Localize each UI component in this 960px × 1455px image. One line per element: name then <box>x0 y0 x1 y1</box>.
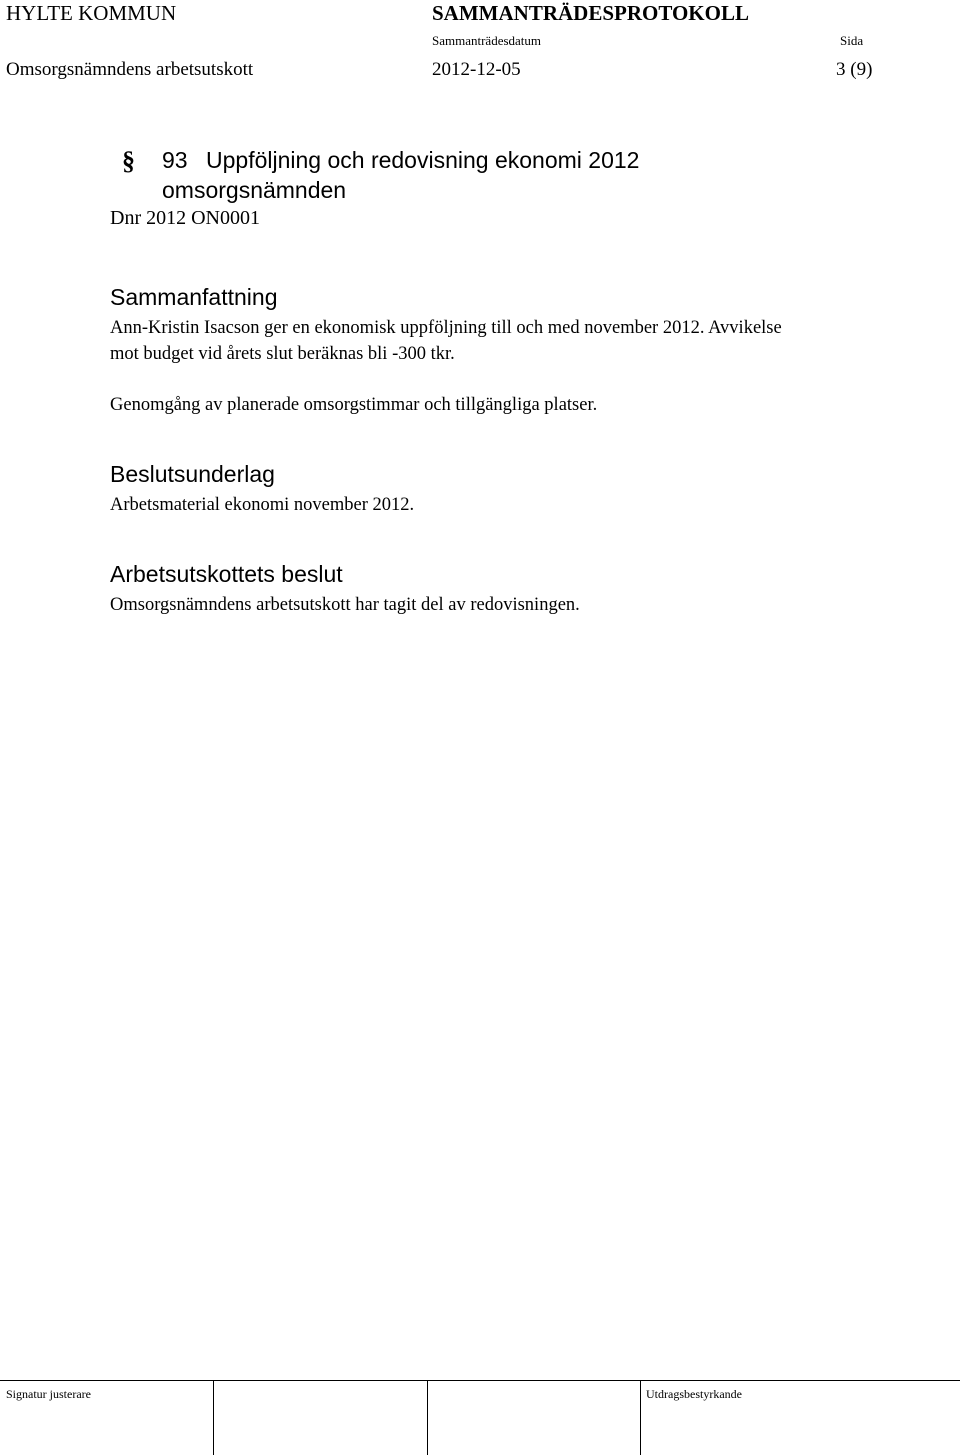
extract-label: Utdragsbestyrkande <box>646 1387 742 1401</box>
signature-box <box>213 1381 214 1455</box>
summary-text-line: Ann-Kristin Isacson ger en ekonomisk uppföljning till och med november 2012. Avvikelse <box>110 318 782 338</box>
signature-box <box>427 1381 428 1455</box>
decision-heading: Arbetsutskottets beslut <box>110 561 343 587</box>
registration-number: Dnr 2012 ON0001 <box>110 207 260 229</box>
summary-heading: Sammanfattning <box>110 284 278 310</box>
signature-label: Signatur justerare <box>6 1387 91 1401</box>
organization-name: HYLTE KOMMUN <box>6 1 177 25</box>
page-number: 3 (9) <box>836 59 873 80</box>
basis-text: Arbetsmaterial ekonomi november 2012. <box>110 495 415 515</box>
page-label: Sida <box>840 33 864 48</box>
section-number: 93 <box>162 147 188 173</box>
summary-text-line: mot budget vid årets slut beräknas bli -300 tkr. <box>110 344 455 364</box>
summary-text-line: Genomgång av planerade omsorgstimmar och tillgängliga platser. <box>110 395 598 415</box>
meeting-date: 2012-12-05 <box>432 59 521 80</box>
extract-box <box>640 1381 641 1455</box>
document-type: SAMMANTRÄDESPROTOKOLL <box>432 1 749 25</box>
section-title: Uppföljning och redovisning ekonomi 2012 <box>206 147 640 173</box>
signature-footer <box>0 1380 960 1455</box>
section-marker: § <box>122 146 135 175</box>
committee-name: Omsorgsnämndens arbetsutskott <box>6 59 254 80</box>
meeting-date-label: Sammanträdesdatum <box>432 33 542 48</box>
section-title-continued: omsorgsnämnden <box>162 177 347 203</box>
basis-heading: Beslutsunderlag <box>110 461 275 487</box>
decision-text: Omsorgsnämndens arbetsutskott har tagit del av redovisningen. <box>110 595 580 615</box>
